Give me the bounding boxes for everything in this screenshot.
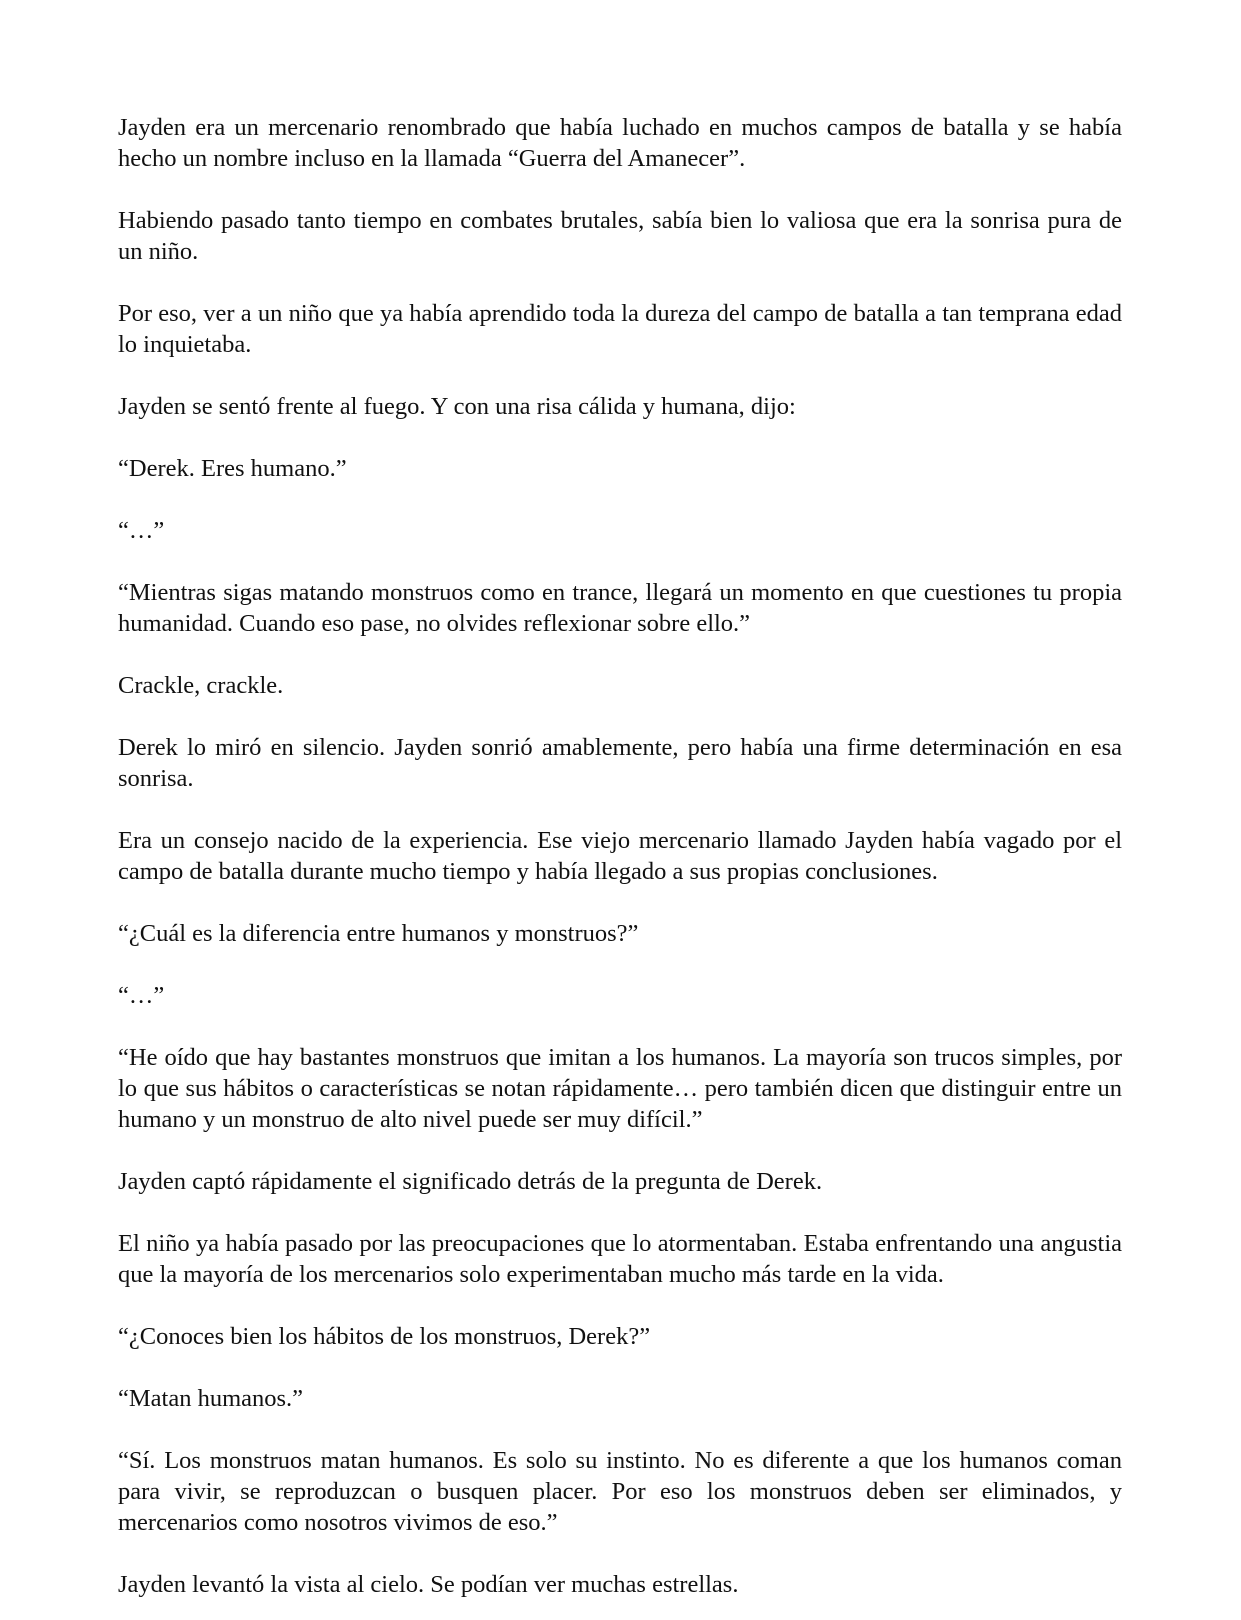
paragraph: Crackle, crackle.: [118, 672, 284, 699]
paragraph: Jayden era un mercenario renombrado que había luchado en muchos campos de batalla y se había hecho un nombre incluso en la llamada “Guerra del Amanecer”.: [118, 114, 1122, 172]
dialogue-line: “…”: [118, 982, 165, 1009]
dialogue-line: “Sí. Los monstruos matan humanos. Es solo su instinto. No es diferente a que los humanos coman para vivir, se reproduzcan o busquen placer. Por eso los monstruos deben ser eliminados, y mercenarios como nosotros vivimos de eso.”: [118, 1447, 1122, 1536]
dialogue-line: “¿Cuál es la diferencia entre humanos y monstruos?”: [118, 920, 639, 947]
paragraph: Por eso, ver a un niño que ya había aprendido toda la dureza del campo de batalla a tan temprana edad lo inquietaba.: [118, 300, 1122, 358]
paragraph: Era un consejo nacido de la experiencia. Ese viejo mercenario llamado Jayden había vagado por el campo de batalla durante mucho tiempo y había llegado a sus propias conclusiones.: [118, 827, 1122, 885]
dialogue-line: “Mientras sigas matando monstruos como en trance, llegará un momento en que cuestiones tu propia humanidad. Cuando eso pase, no olvides reflexionar sobre ello.”: [118, 579, 1122, 637]
dialogue-line: “He oído que hay bastantes monstruos que imitan a los humanos. La mayoría son trucos simples, por lo que sus hábitos o características se notan rápidamente… pero también dicen que distinguir entre un humano y un monstruo de alto nivel puede ser muy difícil.”: [118, 1044, 1122, 1133]
dialogue-line: “Derek. Eres humano.”: [118, 455, 347, 482]
paragraph: El niño ya había pasado por las preocupaciones que lo atormentaban. Estaba enfrentando una angustia que la mayoría de los mercenarios solo experimentaban mucho más tarde en la vida.: [118, 1230, 1122, 1288]
document-page: [118, 112, 1122, 1600]
dialogue-line: “…”: [118, 517, 165, 544]
paragraph: Jayden levantó la vista al cielo. Se podían ver muchas estrellas.: [118, 1571, 739, 1598]
paragraph: Derek lo miró en silencio. Jayden sonrió amablemente, pero había una firme determinación en esa sonrisa.: [118, 734, 1122, 792]
paragraph: Jayden se sentó frente al fuego. Y con una risa cálida y humana, dijo:: [118, 393, 796, 420]
paragraph: Habiendo pasado tanto tiempo en combates brutales, sabía bien lo valiosa que era la sonrisa pura de un niño.: [118, 207, 1122, 265]
dialogue-line: “¿Conoces bien los hábitos de los monstruos, Derek?”: [118, 1323, 651, 1350]
paragraph: Jayden captó rápidamente el significado detrás de la pregunta de Derek.: [118, 1168, 823, 1195]
dialogue-line: “Matan humanos.”: [118, 1385, 304, 1412]
